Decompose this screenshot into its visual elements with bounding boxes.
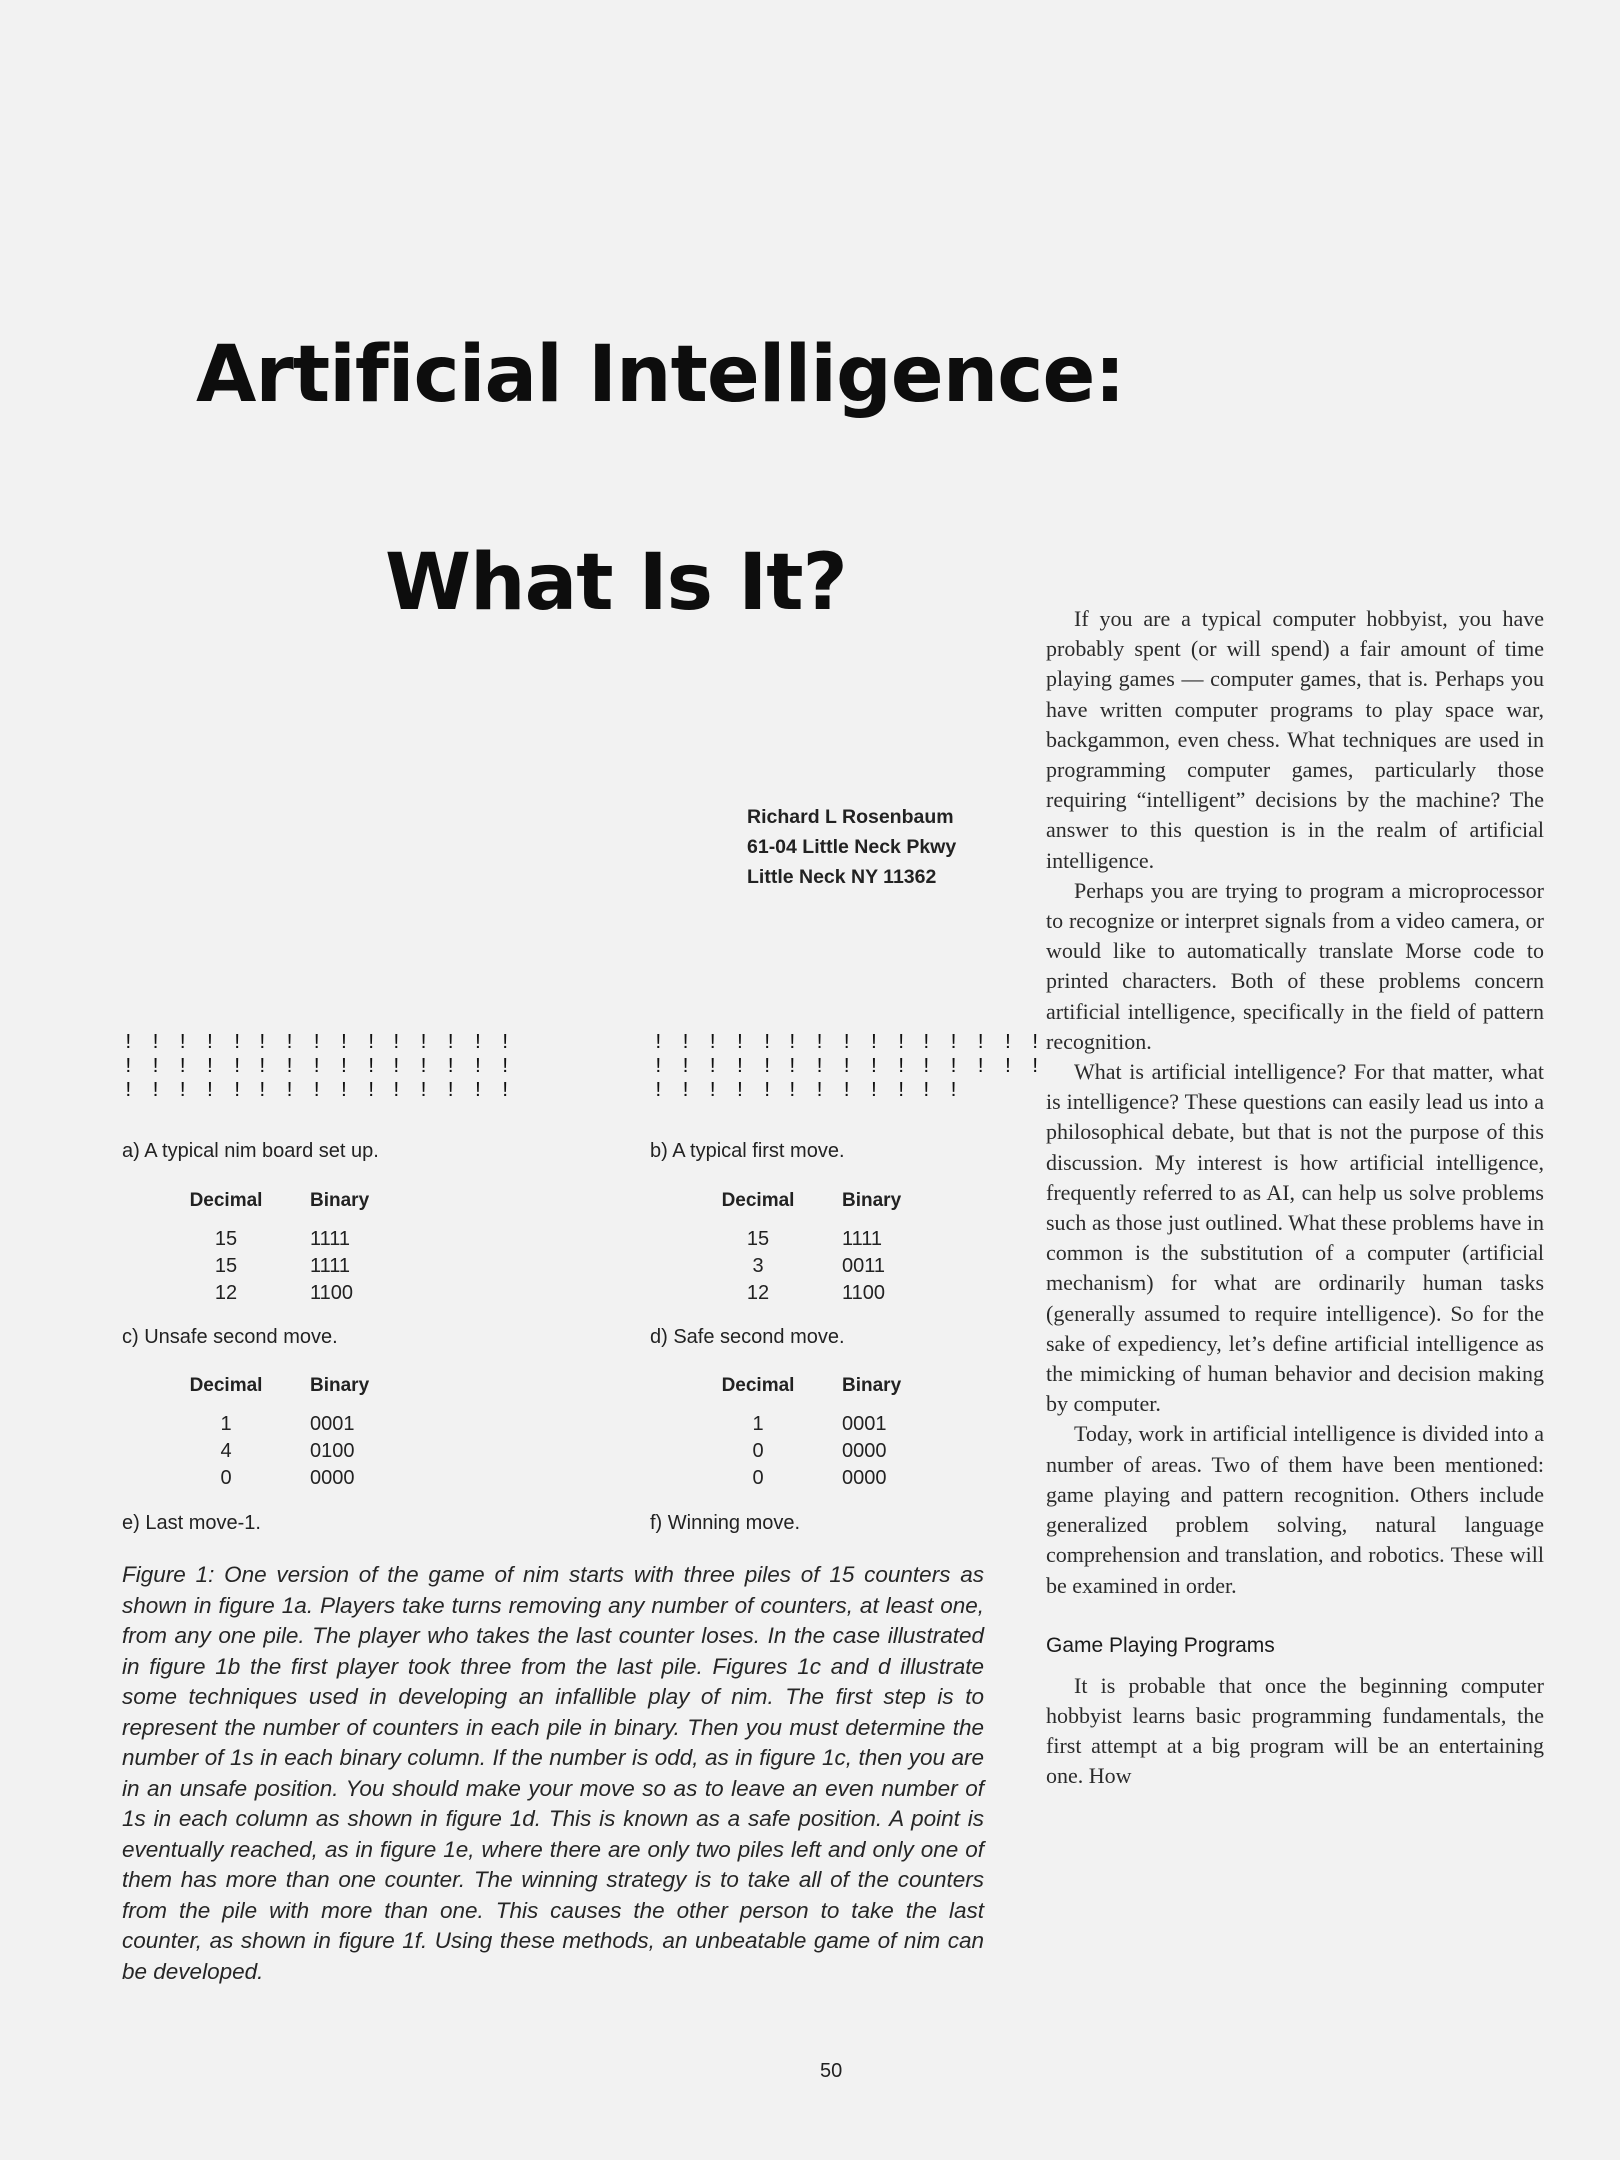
decimal-cell: 1 — [752, 1413, 764, 1435]
binary-cell: 1111 — [842, 1228, 883, 1250]
decimal-cell: 15 — [746, 1228, 770, 1250]
table-row — [674, 1253, 992, 1280]
pile: ! ! ! ! ! — [652, 1080, 775, 1103]
body-paragraph: It is probable that once the beginning computer hobbyist learns basic programming fundamentals, the first attempt at a big program will be an entertaining one. How — [1046, 1672, 1544, 1789]
figure-label-b: b) A typical first move. — [650, 1140, 845, 1162]
pile: ! ! ! ! ! — [920, 1056, 1043, 1079]
pile: ! ! ! ! ! — [122, 1056, 245, 1079]
board-row — [122, 1056, 524, 1080]
binary-cell: 1111 — [310, 1228, 351, 1250]
figure-label-c: c) Unsafe second move. — [122, 1326, 338, 1348]
body-paragraph: Perhaps you are trying to program a microprocessor to recognize or interpret signals from a video camera, or would like to automatically translate Morse code to printed characters. Both of these problems concern artificial intelligence, specifically in the field of pattern recognition. — [1046, 877, 1544, 1054]
binary-cell: 0000 — [842, 1440, 887, 1462]
page-number: 50 — [820, 2060, 843, 2082]
column-header: Decimal — [189, 1190, 263, 1211]
board-row — [652, 1080, 1054, 1104]
figure-label-f: f) Winning move. — [650, 1512, 801, 1534]
body-column — [1046, 604, 1544, 1792]
figure-label-a: a) A typical nim board set up. — [122, 1140, 379, 1162]
pile: ! ! ! ! ! — [390, 1056, 513, 1079]
nim-board-a — [122, 1032, 524, 1104]
pile: ! ! ! ! ! — [390, 1032, 513, 1055]
table-row — [142, 1438, 460, 1465]
table-row — [142, 1226, 460, 1253]
pile: ! ! ! ! ! — [786, 1032, 909, 1055]
board-row — [652, 1056, 1054, 1080]
pile: ! ! ! ! ! — [256, 1080, 379, 1103]
pile: ! ! ! ! ! — [390, 1080, 513, 1103]
table-row — [674, 1280, 992, 1307]
decimal-cell: 1 — [220, 1413, 232, 1435]
body-paragraph: Today, work in artificial intelligence is divided into a number of areas. Two of them have been mentioned: game playing and pattern recognition. Others include generalized problem solving, natural language comprehension and translation, and robotics. These will be examined in order. — [1046, 1421, 1544, 1598]
table-d — [674, 1190, 992, 1307]
binary-cell: 0100 — [310, 1440, 355, 1462]
decimal-cell: 0 — [752, 1440, 764, 1462]
decimal-cell: 0 — [220, 1467, 232, 1489]
pile: ! ! ! ! ! — [786, 1080, 909, 1103]
board-row — [122, 1032, 524, 1056]
author-block — [747, 802, 956, 892]
column-header: Decimal — [721, 1375, 795, 1396]
table-row — [142, 1253, 460, 1280]
binary-cell: 0001 — [842, 1413, 887, 1435]
table-row — [142, 1411, 460, 1438]
body-paragraph: If you are a typical computer hobbyist, you have probably spent (or will spend) a fair amount of time playing games — computer games, that is. Perhaps you have written computer programs to play space war, backgammon, even chess. What techniques are used in programming computer games, particularly those requiring “intelligent” decisions by the machine? The answer to this question is in the realm of artificial intelligence. — [1046, 606, 1544, 873]
section-heading: Game Playing Programs — [1046, 1633, 1275, 1657]
pile: ! ! ! ! ! — [256, 1056, 379, 1079]
table-row — [674, 1226, 992, 1253]
table-row — [142, 1280, 460, 1307]
figure-label-e: e) Last move-1. — [122, 1512, 261, 1534]
table-c — [142, 1190, 460, 1307]
column-header: Decimal — [721, 1190, 795, 1211]
decimal-cell: 15 — [214, 1255, 238, 1277]
pile: ! ! — [920, 1080, 961, 1103]
body-paragraph: What is artificial intelligence? For that matter, what is intelligence? These questions can easily lead us into a philosophical debate, but that is not the purpose of this discussion. My interest is how artificial intelligence, frequently referred to as AI, can help us solve problems such as those just outlined. What these problems have in common is the substitution of a computer (artificial mechanism) for what are ordinarily human tasks (generally assumed to require intelligence). So for the sake of expediency, let’s define artificial intelligence as the mimicking of human behavior and decision making by computer. — [1046, 1059, 1544, 1417]
decimal-cell: 3 — [752, 1255, 764, 1277]
board-row — [122, 1080, 524, 1104]
pile: ! ! ! ! ! — [122, 1032, 245, 1055]
author-street: 61-04 Little Neck Pkwy — [747, 836, 957, 858]
binary-cell: 0000 — [842, 1467, 887, 1489]
board-row — [652, 1032, 1054, 1056]
decimal-cell: 0 — [752, 1467, 764, 1489]
table-row — [674, 1465, 992, 1492]
pile: ! ! ! ! ! — [920, 1032, 1043, 1055]
figure-label-d: d) Safe second move. — [650, 1326, 845, 1348]
table-row — [674, 1411, 992, 1438]
decimal-cell: 12 — [214, 1282, 238, 1304]
binary-cell: 1100 — [842, 1282, 886, 1304]
pile: ! ! ! ! ! — [652, 1056, 775, 1079]
nim-board-b — [652, 1032, 1054, 1104]
binary-cell: 0011 — [842, 1255, 886, 1277]
table-f — [674, 1375, 992, 1492]
binary-cell: 1100 — [310, 1282, 354, 1304]
title-line-1: Artificial Intelligence: — [196, 330, 1125, 420]
decimal-cell: 4 — [220, 1440, 232, 1462]
figure-caption: Figure 1: One version of the game of nim starts with three piles of 15 counters as shown in figure 1a. Players take turns removing any number of counters, at least one, from any one pile. The player who takes the last counter loses. In the case illustrated in figure 1b the first player took three from the last pile. Figures 1c and d illustrate some techniques used in developing an infallible play of nim. The first step is to represent the number of counters in each pile in binary. Then you must determine the number of 1s in each binary column. If the number is odd, as in figure 1c, then you are in an unsafe position. You should make your move so as to leave an even number of 1s in each column as shown in figure 1d. This is known as a safe position. A point is eventually reached, as in figure 1e, where there are only two piles left and only one of them has more than one counter. The winning strategy is to take all of the counters from the pile with more than one. This causes the other person to take the last counter, as shown in figure 1f. Using these methods, an unbeatable game of nim can be developed. — [122, 1562, 984, 1984]
title-line-2: What Is It? — [385, 538, 847, 628]
table-row — [142, 1465, 460, 1492]
column-header: Binary — [842, 1190, 902, 1211]
table-row — [674, 1438, 992, 1465]
column-header: Binary — [842, 1375, 902, 1396]
table-e — [142, 1375, 460, 1492]
binary-cell: 0001 — [310, 1413, 355, 1435]
pile: ! ! ! ! ! — [652, 1032, 775, 1055]
pile: ! ! ! ! ! — [256, 1032, 379, 1055]
binary-cell: 1111 — [310, 1255, 351, 1277]
pile: ! ! ! ! ! — [786, 1056, 909, 1079]
column-header: Binary — [310, 1190, 370, 1211]
decimal-cell: 15 — [214, 1228, 238, 1250]
author-name: Richard L Rosenbaum — [747, 806, 954, 828]
binary-cell: 0000 — [310, 1467, 355, 1489]
author-city: Little Neck NY 11362 — [747, 866, 937, 888]
decimal-cell: 12 — [746, 1282, 770, 1304]
column-header: Binary — [310, 1375, 370, 1396]
pile: ! ! ! ! ! — [122, 1080, 245, 1103]
column-header: Decimal — [189, 1375, 263, 1396]
